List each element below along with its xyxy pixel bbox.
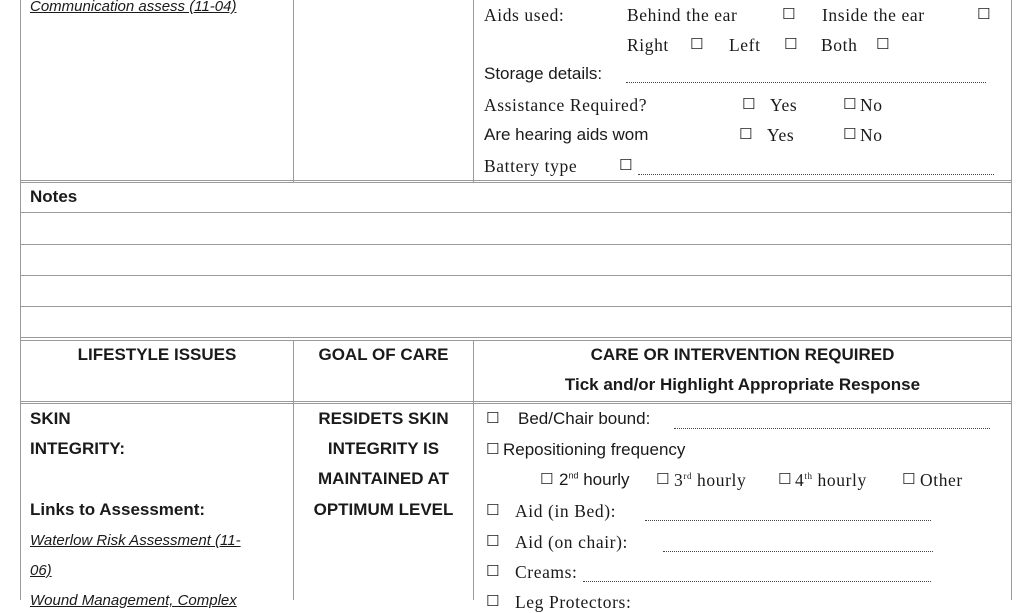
link-wound-management[interactable]: Wound Management, Complex <box>30 592 237 609</box>
link-waterlow-risk[interactable]: Waterlow Risk Assessment (11- <box>30 532 241 549</box>
storage-details-label: Storage details: <box>484 64 603 83</box>
assistance-yes-checkbox[interactable]: ☐ <box>742 95 756 113</box>
both-checkbox[interactable]: ☐ <box>876 35 890 53</box>
freq-other-label: Other <box>920 470 963 490</box>
creams-field[interactable] <box>583 581 931 582</box>
aid-chair-label: Aid (on chair): <box>515 532 628 552</box>
left-checkbox[interactable]: ☐ <box>784 35 798 53</box>
header-care-subtitle: Tick and/or Highlight Appropriate Response <box>564 375 921 394</box>
repositioning-label: Repositioning frequency <box>503 440 686 459</box>
worn-yes-checkbox[interactable]: ☐ <box>739 125 753 143</box>
leg-protectors-label: Leg Protectors: <box>515 592 632 612</box>
assistance-yes-label: Yes <box>770 95 798 115</box>
row-divider <box>20 180 1011 181</box>
issue-skin: SKIN <box>30 409 71 428</box>
creams-label: Creams: <box>515 562 578 582</box>
row-divider <box>20 340 1011 341</box>
assistance-no-label: No <box>860 95 883 115</box>
issue-integrity: INTEGRITY: <box>30 439 126 458</box>
bed-chair-field[interactable] <box>674 428 990 429</box>
row-divider <box>20 403 1011 404</box>
links-to-assessment-label: Links to Assessment: <box>30 500 206 519</box>
freq-2nd-checkbox[interactable]: ☐ <box>540 470 554 488</box>
freq-3rd-label: 3rd hourly <box>674 470 747 490</box>
worn-no-checkbox[interactable]: ☐ <box>843 125 857 143</box>
freq-4th-label: 4th hourly <box>795 470 867 490</box>
notes-label: Notes <box>30 187 78 206</box>
battery-type-label: Battery type <box>484 156 578 176</box>
column-divider-1 <box>293 0 294 182</box>
hearing-aids-worn-label: Are hearing aids wom <box>484 125 649 144</box>
freq-other-checkbox[interactable]: ☐ <box>902 470 916 488</box>
creams-checkbox[interactable]: ☐ <box>486 562 500 580</box>
inside-ear-checkbox[interactable]: ☐ <box>977 5 991 23</box>
goal-line-4: OPTIMUM LEVEL <box>313 500 454 519</box>
freq-2nd-label: 2nd hourly <box>559 470 630 489</box>
right-label: Right <box>627 35 669 55</box>
worn-yes-label: Yes <box>767 125 795 145</box>
worn-no-label: No <box>860 125 883 145</box>
row-divider <box>20 337 1011 338</box>
notes-line-2[interactable] <box>21 245 1011 274</box>
behind-ear-label: Behind the ear <box>627 5 738 25</box>
notes-line-1[interactable] <box>21 213 1011 243</box>
aid-bed-field[interactable] <box>645 520 931 521</box>
column-divider-2 <box>473 0 474 182</box>
right-checkbox[interactable]: ☐ <box>690 35 704 53</box>
link-waterlow-risk-cont[interactable]: 06) <box>30 562 52 579</box>
link-communication-assess[interactable]: Communication assess (11-04) <box>30 0 237 15</box>
bed-chair-label: Bed/Chair bound: <box>518 409 651 428</box>
assistance-no-checkbox[interactable]: ☐ <box>843 95 857 113</box>
aids-used-label: Aids used: <box>484 5 565 25</box>
goal-line-3: MAINTAINED AT <box>318 469 449 488</box>
left-label: Left <box>729 35 761 55</box>
freq-4th-checkbox[interactable]: ☐ <box>778 470 792 488</box>
row-divider <box>20 401 1011 402</box>
notes-line-3[interactable] <box>21 276 1011 305</box>
notes-line-4[interactable] <box>21 307 1011 336</box>
freq-3rd-checkbox[interactable]: ☐ <box>656 470 670 488</box>
battery-type-field[interactable] <box>638 174 994 175</box>
table-border-right <box>1011 0 1012 600</box>
leg-protectors-checkbox[interactable]: ☐ <box>486 592 500 610</box>
goal-line-1: RESIDETS SKIN <box>318 409 449 428</box>
row-divider <box>20 182 1011 183</box>
repositioning-checkbox[interactable]: ☐ <box>486 440 500 458</box>
battery-type-checkbox[interactable]: ☐ <box>619 156 633 174</box>
goal-line-2: INTEGRITY IS <box>327 439 440 458</box>
header-care-intervention: CARE OR INTERVENTION REQUIRED <box>590 345 895 364</box>
behind-ear-checkbox[interactable]: ☐ <box>782 5 796 23</box>
bed-chair-checkbox[interactable]: ☐ <box>486 409 500 427</box>
aid-chair-checkbox[interactable]: ☐ <box>486 532 500 550</box>
both-label: Both <box>821 35 858 55</box>
header-lifestyle-issues: LIFESTYLE ISSUES <box>77 345 237 364</box>
storage-details-field[interactable] <box>626 82 986 83</box>
aid-bed-checkbox[interactable]: ☐ <box>486 501 500 519</box>
inside-ear-label: Inside the ear <box>822 5 925 25</box>
assistance-required-label: Assistance Required? <box>484 95 648 115</box>
aid-chair-field[interactable] <box>663 551 933 552</box>
aid-bed-label: Aid (in Bed): <box>515 501 617 521</box>
header-goal-of-care: GOAL OF CARE <box>318 345 449 364</box>
